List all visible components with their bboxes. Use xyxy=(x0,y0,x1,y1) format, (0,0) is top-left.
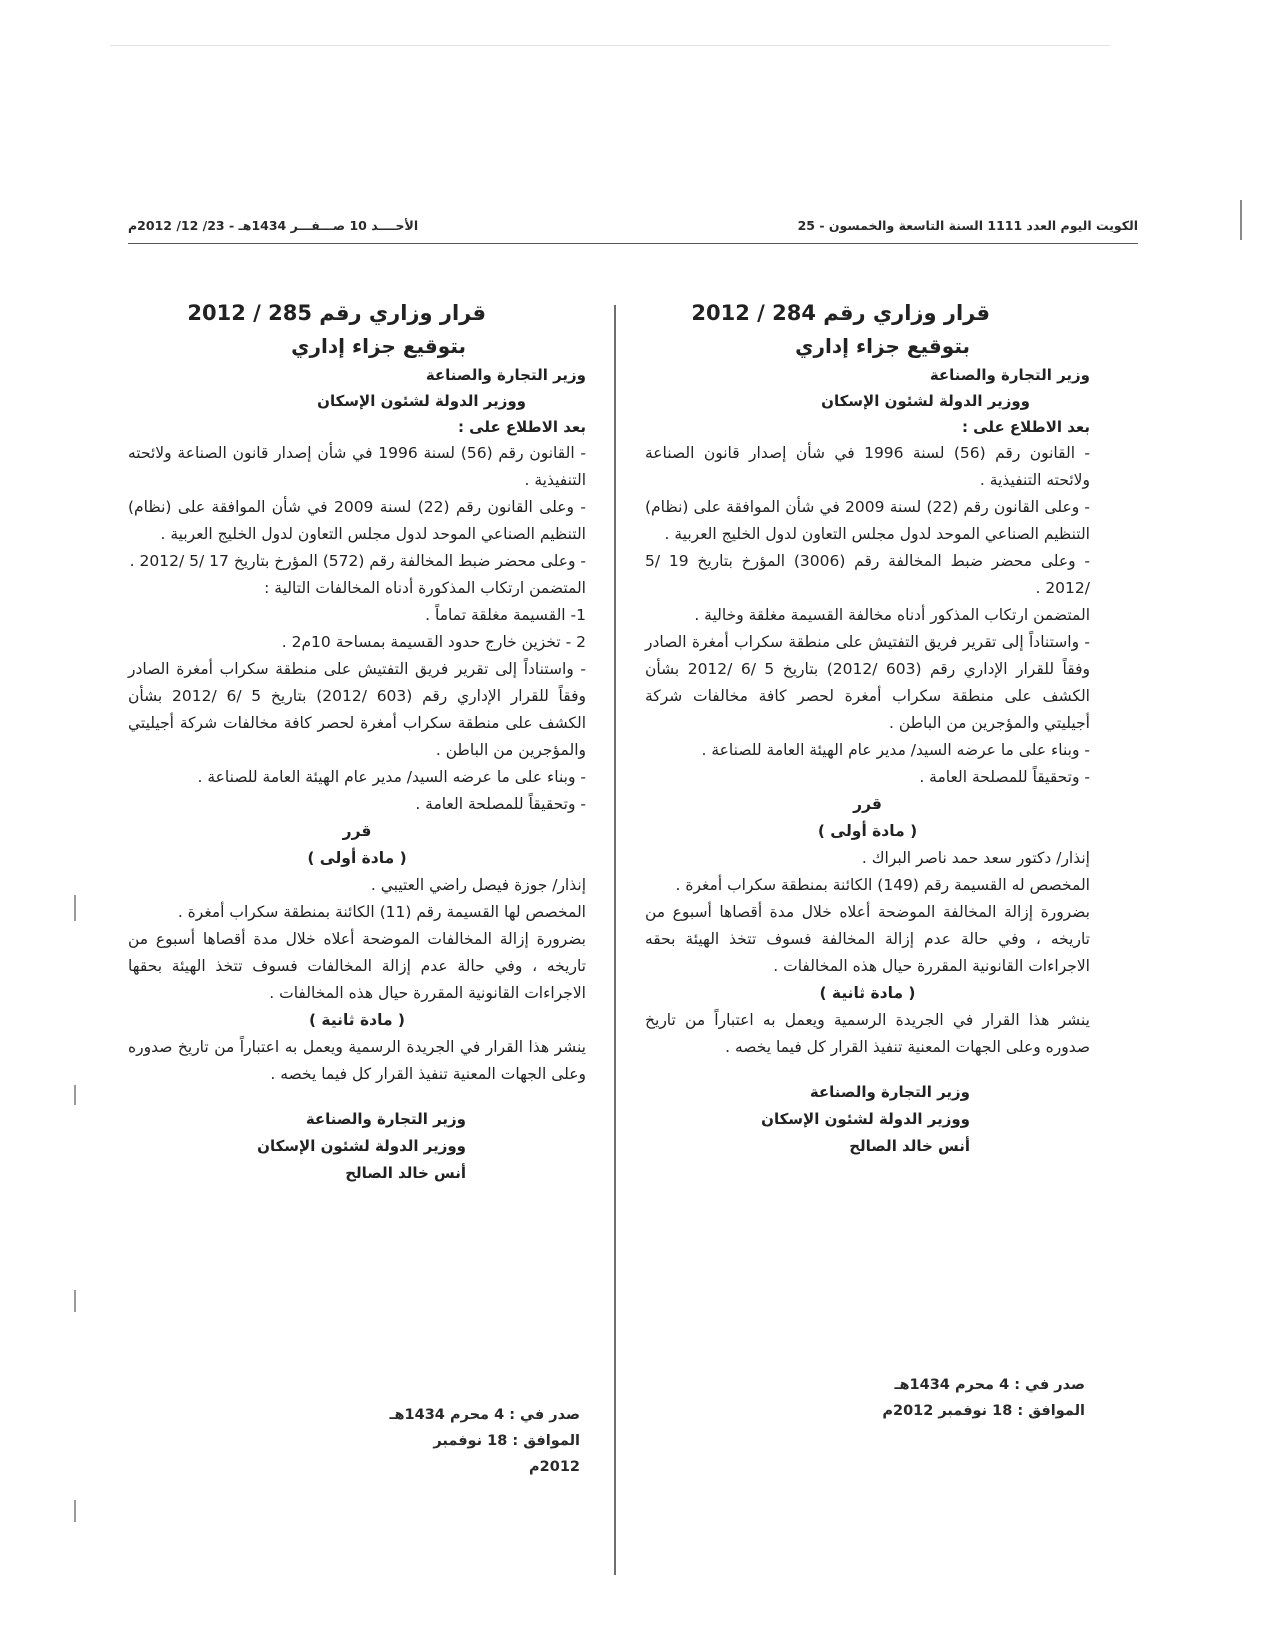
decision-paragraph: ينشر هذا القرار في الجريدة الرسمية ويعمل به اعتباراً من تاريخ صدوره وعلى الجهات المعنية تنفيذ القرار كل فيما يخصه . xyxy=(645,1011,1090,1056)
decision-paragraph: بضرورة إزالة المخالفات الموضحة أعلاه خلال مدة أقصاها أسبوع من تاريخه ، وفي حالة عدم إزالة المخالفات فسوف تتخذ الهيئة بحقها الاجراءات القانونية المقررة حيال هذه المخالفات . xyxy=(128,930,586,1002)
decision-paragraph: ينشر هذا القرار في الجريدة الرسمية ويعمل به اعتباراً من تاريخ صدوره وعلى الجهات المعنية تنفيذ القرار كل فيما يخصه . xyxy=(128,1038,586,1083)
header-issue-info: الكويت اليوم العدد 1111 السنة التاسعة والخمسون - 25 xyxy=(797,218,1138,233)
recital-paragraph: - واستناداً إلى تقرير فريق التفتيش على منطقة سكراب أمغرة الصادر وفقاً للقرار الإداري رقم (603 /2012) بتاريخ 5 /6 /2012 بشأن الكشف على منطقة سكراب أمغرة لحصر كافة مخالفات شركة أجيليتي والمؤجرين من الباطن . xyxy=(645,633,1091,732)
recital-paragraph: - وعلى محضر ضبط المخالفة رقم (3006) المؤرخ بتاريخ 19 /5 /2012 . xyxy=(645,552,1090,597)
decree-subtitle: بتوقيع جزاء إداري xyxy=(795,334,970,358)
scan-edge-mark xyxy=(1240,200,1242,240)
issued-on: صدر في : 4 محرم 1434هـ xyxy=(894,1377,1085,1393)
signature-line: ووزير الدولة لشئون الإسكان xyxy=(761,1110,970,1128)
decision-paragraph: المخصص لها القسيمة رقم (11) الكائنة بمنطقة سكراب أمغرة . xyxy=(177,903,586,921)
issue-date-block xyxy=(845,1372,1085,1424)
recital-paragraph: - القانون رقم (56) لسنة 1996 في شأن إصدار قانون الصناعة ولائحته التنفيذية . xyxy=(128,444,586,489)
recital-paragraph: - وعلى محضر ضبط المخالفة رقم (572) المؤرخ بتاريخ 17 /5 /2012 . xyxy=(129,552,586,570)
recital-paragraph: المتضمن ارتكاب المذكور أدناه مخالفة القسيمة مغلقة وخالية . xyxy=(694,606,1090,624)
column-divider xyxy=(614,305,616,1575)
scan-edge-mark xyxy=(74,1290,76,1312)
after-review-heading: بعد الاطلاع على : xyxy=(961,418,1090,436)
scan-edge-line xyxy=(110,45,1110,46)
scan-edge-mark xyxy=(74,1085,76,1105)
decree-285-column xyxy=(128,296,586,1187)
corresponding-date: الموافق : 18 نوفمبر 2012م xyxy=(882,1403,1085,1419)
decision-paragraph: إنذار/ دكتور سعد حمد ناصر البراك . xyxy=(861,849,1090,867)
decree-title: قرار وزاري رقم 285 / 2012 xyxy=(187,301,486,325)
authority-line: وزير التجارة والصناعة xyxy=(425,366,586,384)
recital-paragraph: - وعلى القانون رقم (22) لسنة 2009 في شأن الموافقة على (نظام) التنظيم الصناعي الموحد لدول مجلس التعاون لدول الخليج العربية . xyxy=(128,498,586,543)
signature-line: أنس خالد الصالح xyxy=(849,1137,970,1155)
decided-heading: قرر xyxy=(342,822,372,840)
decision-paragraph: إنذار/ جوزة فيصل راضي العتيبي . xyxy=(370,876,586,894)
recital-paragraph: - وبناء على ما عرضه السيد/ مدير عام الهيئة العامة للصناعة . xyxy=(197,768,586,786)
recital-paragraph: - وتحقيقاً للمصلحة العامة . xyxy=(415,795,586,813)
violation-item: 1- القسيمة مغلقة تماماً . xyxy=(425,606,586,624)
scan-edge-mark xyxy=(74,1500,76,1522)
signature-line: وزير التجارة والصناعة xyxy=(809,1083,970,1101)
corresponding-date: الموافق : 18 نوفمبر 2012م xyxy=(433,1433,580,1475)
article-heading: ( مادة أولى ) xyxy=(307,849,407,867)
decision-paragraph: بضرورة إزالة المخالفة الموضحة أعلاه خلال مدة أقصاها أسبوع من تاريخه ، وفي حالة عدم إزالة المخالفة فسوف تتخذ الهيئة بحقه الاجراءات القانونية المقررة حيال هذه المخالفات . xyxy=(645,903,1090,975)
recital-paragraph: المتضمن ارتكاب المذكورة أدناه المخالفات التالية : xyxy=(264,579,586,597)
header-date: الأحــــد 10 صـــفـــر 1434هـ - 23/ 12/ 2012م xyxy=(128,218,419,233)
recital-paragraph: - وبناء على ما عرضه السيد/ مدير عام الهيئة العامة للصناعة . xyxy=(701,741,1090,759)
issue-date-block xyxy=(380,1402,580,1480)
signature-line: أنس خالد الصالح xyxy=(345,1164,466,1182)
authority-line: ووزير الدولة لشئون الإسكان xyxy=(821,392,1030,410)
article-heading: ( مادة ثانية ) xyxy=(819,984,916,1002)
issued-on: صدر في : 4 محرم 1434هـ xyxy=(389,1407,580,1423)
recital-paragraph: - واستناداً إلى تقرير فريق التفتيش على منطقة سكراب أمغرة الصادر وفقاً للقرار الإداري رقم (603 /2012) بتاريخ 5 /6 /2012 بشأن الكشف على منطقة سكراب أمغرة لحصر كافة مخالفات شركة أجيليتي والمؤجرين من الباطن . xyxy=(128,660,587,759)
decree-title: قرار وزاري رقم 284 / 2012 xyxy=(691,301,990,325)
violation-item: 2 - تخزين خارج حدود القسيمة بمساحة 10م2 . xyxy=(281,633,586,651)
signature-line: ووزير الدولة لشئون الإسكان xyxy=(257,1137,466,1155)
article-heading: ( مادة ثانية ) xyxy=(308,1011,406,1029)
decree-284-column xyxy=(645,296,1090,1160)
recital-paragraph: - وتحقيقاً للمصلحة العامة . xyxy=(919,768,1090,786)
decided-heading: قرر xyxy=(853,795,882,813)
scan-edge-mark xyxy=(74,895,76,921)
recital-paragraph: - وعلى القانون رقم (22) لسنة 2009 في شأن الموافقة على (نظام) التنظيم الصناعي الموحد لدول مجلس التعاون لدول الخليج العربية . xyxy=(645,498,1090,543)
authority-line: ووزير الدولة لشئون الإسكان xyxy=(317,392,526,410)
recital-paragraph: - القانون رقم (56) لسنة 1996 في شأن إصدار قانون الصناعة ولائحته التنفيذية . xyxy=(645,444,1090,489)
decree-subtitle: بتوقيع جزاء إداري xyxy=(291,334,466,358)
page-header xyxy=(128,218,1138,240)
article-heading: ( مادة أولى ) xyxy=(817,822,918,840)
after-review-heading: بعد الاطلاع على : xyxy=(457,418,586,436)
authority-line: وزير التجارة والصناعة xyxy=(929,366,1090,384)
signature-line: وزير التجارة والصناعة xyxy=(305,1110,466,1128)
header-rule xyxy=(128,243,1138,244)
decision-paragraph: المخصص له القسيمة رقم (149) الكائنة بمنطقة سكراب أمغرة . xyxy=(675,876,1090,894)
